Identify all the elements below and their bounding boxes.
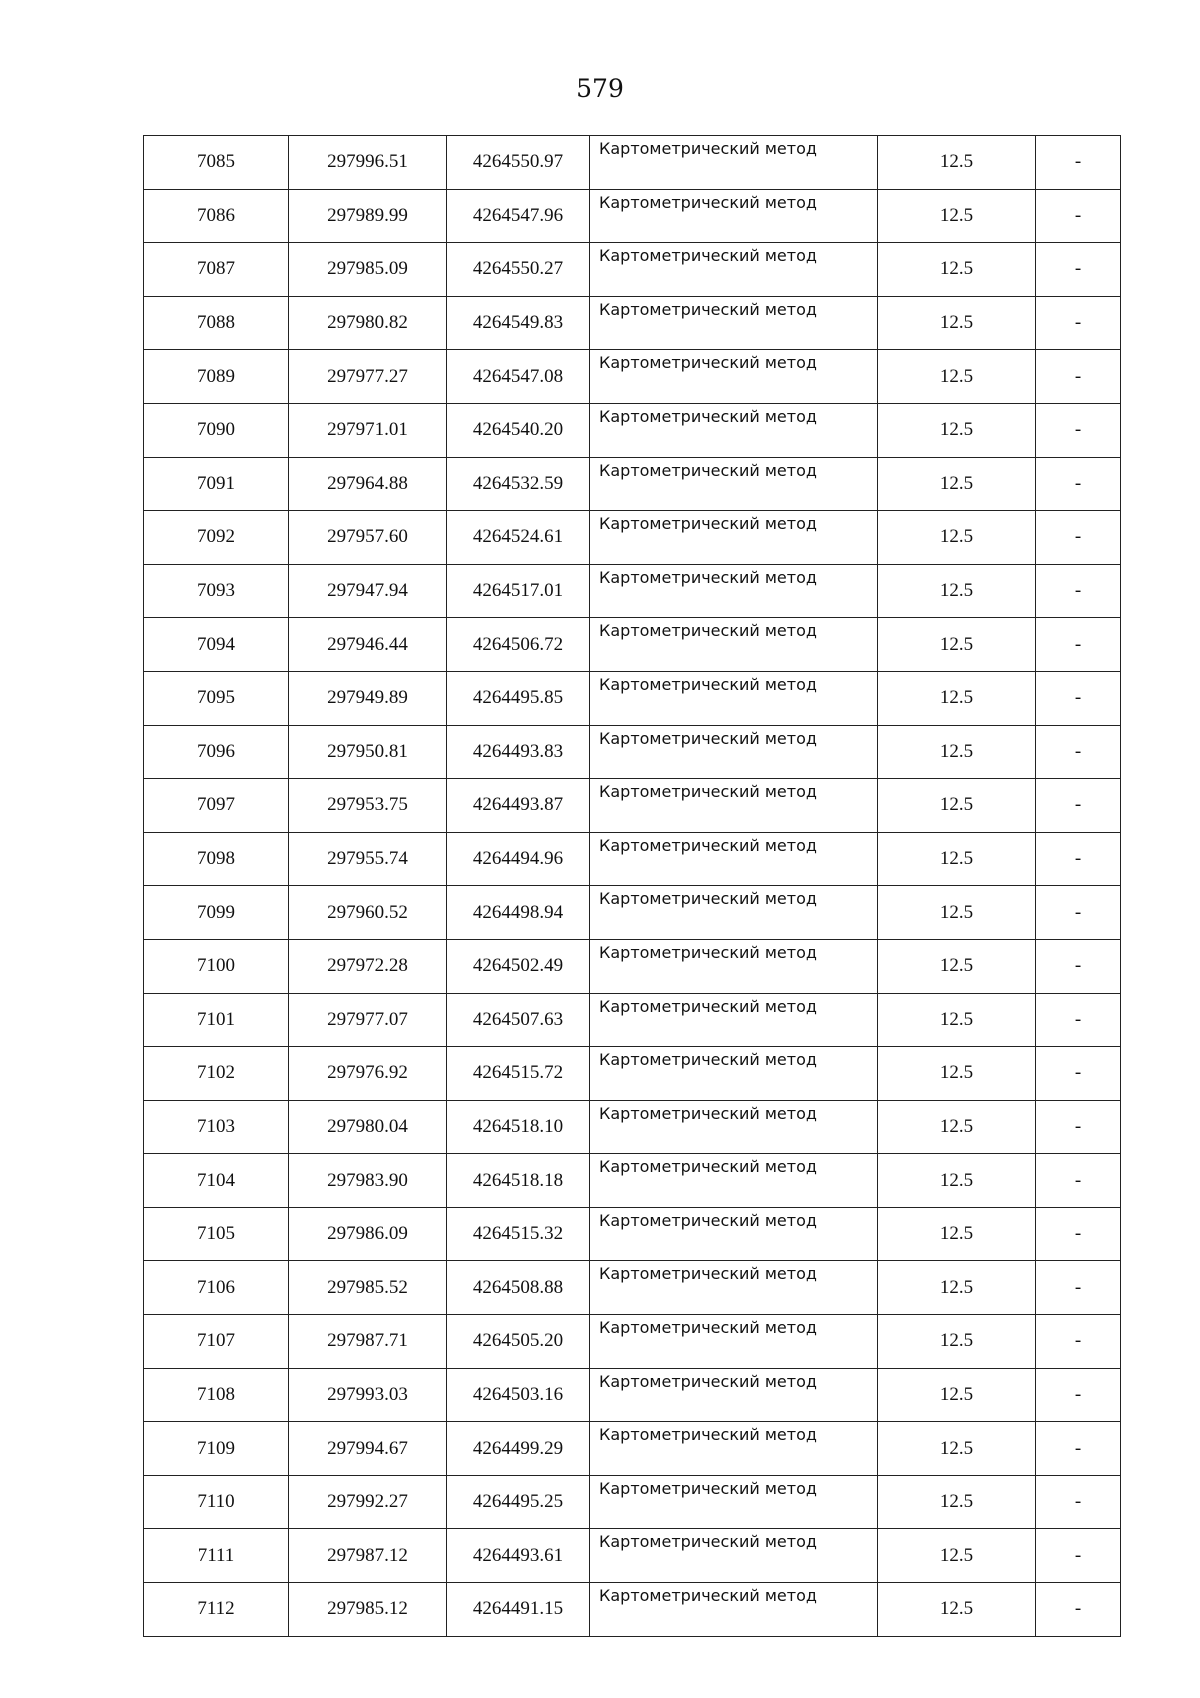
- method-cell: Картометрический метод: [590, 1100, 878, 1154]
- y-coordinate-cell: 4264524.61: [447, 511, 590, 565]
- method-cell: Картометрический метод: [590, 1261, 878, 1315]
- accuracy-cell: 12.5: [878, 189, 1036, 243]
- accuracy-cell: 12.5: [878, 1047, 1036, 1101]
- point-number-cell: 7105: [144, 1207, 289, 1261]
- accuracy-cell: 12.5: [878, 939, 1036, 993]
- point-number-cell: 7103: [144, 1100, 289, 1154]
- note-cell: -: [1036, 511, 1121, 565]
- y-coordinate-cell: 4264493.87: [447, 779, 590, 833]
- note-cell: -: [1036, 1583, 1121, 1637]
- note-cell: -: [1036, 1261, 1121, 1315]
- x-coordinate-cell: 297947.94: [289, 564, 447, 618]
- y-coordinate-cell: 4264518.18: [447, 1154, 590, 1208]
- note-cell: -: [1036, 136, 1121, 190]
- table-row: [144, 1529, 1121, 1583]
- point-number-cell: 7096: [144, 725, 289, 779]
- y-coordinate-cell: 4264494.96: [447, 832, 590, 886]
- table-row: [144, 1315, 1121, 1369]
- method-cell: Картометрический метод: [590, 1422, 878, 1476]
- accuracy-cell: 12.5: [878, 296, 1036, 350]
- x-coordinate-cell: 297994.67: [289, 1422, 447, 1476]
- x-coordinate-cell: 297985.09: [289, 243, 447, 297]
- y-coordinate-cell: 4264505.20: [447, 1315, 590, 1369]
- accuracy-cell: 12.5: [878, 832, 1036, 886]
- method-cell: Картометрический метод: [590, 1315, 878, 1369]
- accuracy-cell: 12.5: [878, 1583, 1036, 1637]
- point-number-cell: 7086: [144, 189, 289, 243]
- table-row: [144, 725, 1121, 779]
- method-cell: Картометрический метод: [590, 725, 878, 779]
- y-coordinate-cell: 4264508.88: [447, 1261, 590, 1315]
- x-coordinate-cell: 297985.12: [289, 1583, 447, 1637]
- method-cell: Картометрический метод: [590, 403, 878, 457]
- point-number-cell: 7093: [144, 564, 289, 618]
- method-cell: Картометрический метод: [590, 671, 878, 725]
- table-row: [144, 1368, 1121, 1422]
- method-cell: Картометрический метод: [590, 779, 878, 833]
- note-cell: -: [1036, 1368, 1121, 1422]
- accuracy-cell: 12.5: [878, 1529, 1036, 1583]
- table-row: [144, 1422, 1121, 1476]
- method-cell: Картометрический метод: [590, 1047, 878, 1101]
- point-number-cell: 7107: [144, 1315, 289, 1369]
- accuracy-cell: 12.5: [878, 243, 1036, 297]
- table-row: [144, 1261, 1121, 1315]
- x-coordinate-cell: 297983.90: [289, 1154, 447, 1208]
- point-number-cell: 7095: [144, 671, 289, 725]
- y-coordinate-cell: 4264498.94: [447, 886, 590, 940]
- table-row: [144, 779, 1121, 833]
- note-cell: -: [1036, 350, 1121, 404]
- y-coordinate-cell: 4264503.16: [447, 1368, 590, 1422]
- table-row: [144, 886, 1121, 940]
- point-number-cell: 7099: [144, 886, 289, 940]
- y-coordinate-cell: 4264517.01: [447, 564, 590, 618]
- x-coordinate-cell: 297977.27: [289, 350, 447, 404]
- y-coordinate-cell: 4264540.20: [447, 403, 590, 457]
- point-number-cell: 7104: [144, 1154, 289, 1208]
- note-cell: -: [1036, 1529, 1121, 1583]
- y-coordinate-cell: 4264499.29: [447, 1422, 590, 1476]
- x-coordinate-cell: 297972.28: [289, 939, 447, 993]
- table-row: [144, 243, 1121, 297]
- accuracy-cell: 12.5: [878, 1100, 1036, 1154]
- point-number-cell: 7108: [144, 1368, 289, 1422]
- method-cell: Картометрический метод: [590, 618, 878, 672]
- table-row: [144, 671, 1121, 725]
- x-coordinate-cell: 297992.27: [289, 1475, 447, 1529]
- method-cell: Картометрический метод: [590, 189, 878, 243]
- note-cell: -: [1036, 1047, 1121, 1101]
- accuracy-cell: 12.5: [878, 403, 1036, 457]
- note-cell: -: [1036, 1100, 1121, 1154]
- note-cell: -: [1036, 886, 1121, 940]
- y-coordinate-cell: 4264493.61: [447, 1529, 590, 1583]
- table-row: [144, 564, 1121, 618]
- table-row: [144, 832, 1121, 886]
- note-cell: -: [1036, 189, 1121, 243]
- note-cell: -: [1036, 296, 1121, 350]
- point-number-cell: 7089: [144, 350, 289, 404]
- x-coordinate-cell: 297971.01: [289, 403, 447, 457]
- method-cell: Картометрический метод: [590, 350, 878, 404]
- note-cell: -: [1036, 457, 1121, 511]
- method-cell: Картометрический метод: [590, 457, 878, 511]
- y-coordinate-cell: 4264495.85: [447, 671, 590, 725]
- table-row: [144, 350, 1121, 404]
- point-number-cell: 7087: [144, 243, 289, 297]
- point-number-cell: 7101: [144, 993, 289, 1047]
- accuracy-cell: 12.5: [878, 725, 1036, 779]
- accuracy-cell: 12.5: [878, 1368, 1036, 1422]
- x-coordinate-cell: 297953.75: [289, 779, 447, 833]
- x-coordinate-cell: 297976.92: [289, 1047, 447, 1101]
- x-coordinate-cell: 297987.71: [289, 1315, 447, 1369]
- method-cell: Картометрический метод: [590, 832, 878, 886]
- point-number-cell: 7085: [144, 136, 289, 190]
- point-number-cell: 7110: [144, 1475, 289, 1529]
- accuracy-cell: 12.5: [878, 511, 1036, 565]
- x-coordinate-cell: 297996.51: [289, 136, 447, 190]
- accuracy-cell: 12.5: [878, 457, 1036, 511]
- y-coordinate-cell: 4264493.83: [447, 725, 590, 779]
- y-coordinate-cell: 4264491.15: [447, 1583, 590, 1637]
- method-cell: Картометрический метод: [590, 296, 878, 350]
- table-row: [144, 939, 1121, 993]
- note-cell: -: [1036, 993, 1121, 1047]
- method-cell: Картометрический метод: [590, 1154, 878, 1208]
- y-coordinate-cell: 4264547.96: [447, 189, 590, 243]
- table-row: [144, 1207, 1121, 1261]
- note-cell: -: [1036, 671, 1121, 725]
- table-row: [144, 618, 1121, 672]
- accuracy-cell: 12.5: [878, 618, 1036, 672]
- point-number-cell: 7100: [144, 939, 289, 993]
- y-coordinate-cell: 4264515.72: [447, 1047, 590, 1101]
- point-number-cell: 7090: [144, 403, 289, 457]
- x-coordinate-cell: 297989.99: [289, 189, 447, 243]
- y-coordinate-cell: 4264518.10: [447, 1100, 590, 1154]
- point-number-cell: 7097: [144, 779, 289, 833]
- x-coordinate-cell: 297993.03: [289, 1368, 447, 1422]
- accuracy-cell: 12.5: [878, 1315, 1036, 1369]
- method-cell: Картометрический метод: [590, 511, 878, 565]
- y-coordinate-cell: 4264547.08: [447, 350, 590, 404]
- table-row: [144, 511, 1121, 565]
- y-coordinate-cell: 4264532.59: [447, 457, 590, 511]
- x-coordinate-cell: 297955.74: [289, 832, 447, 886]
- x-coordinate-cell: 297950.81: [289, 725, 447, 779]
- point-number-cell: 7109: [144, 1422, 289, 1476]
- table-row: [144, 1583, 1121, 1637]
- accuracy-cell: 12.5: [878, 1422, 1036, 1476]
- point-number-cell: 7092: [144, 511, 289, 565]
- table-row: [144, 1047, 1121, 1101]
- y-coordinate-cell: 4264507.63: [447, 993, 590, 1047]
- accuracy-cell: 12.5: [878, 1261, 1036, 1315]
- table-row: [144, 403, 1121, 457]
- note-cell: -: [1036, 1475, 1121, 1529]
- page-number: 579: [576, 74, 624, 103]
- accuracy-cell: 12.5: [878, 564, 1036, 618]
- accuracy-cell: 12.5: [878, 779, 1036, 833]
- table-row: [144, 136, 1121, 190]
- x-coordinate-cell: 297957.60: [289, 511, 447, 565]
- method-cell: Картометрический метод: [590, 564, 878, 618]
- coordinates-table: [143, 135, 1121, 1637]
- accuracy-cell: 12.5: [878, 993, 1036, 1047]
- point-number-cell: 7094: [144, 618, 289, 672]
- note-cell: -: [1036, 1315, 1121, 1369]
- point-number-cell: 7088: [144, 296, 289, 350]
- x-coordinate-cell: 297985.52: [289, 1261, 447, 1315]
- point-number-cell: 7106: [144, 1261, 289, 1315]
- accuracy-cell: 12.5: [878, 1154, 1036, 1208]
- note-cell: -: [1036, 1154, 1121, 1208]
- accuracy-cell: 12.5: [878, 136, 1036, 190]
- method-cell: Картометрический метод: [590, 1368, 878, 1422]
- note-cell: -: [1036, 725, 1121, 779]
- x-coordinate-cell: 297949.89: [289, 671, 447, 725]
- x-coordinate-cell: 297986.09: [289, 1207, 447, 1261]
- table-row: [144, 1475, 1121, 1529]
- x-coordinate-cell: 297977.07: [289, 993, 447, 1047]
- x-coordinate-cell: 297964.88: [289, 457, 447, 511]
- note-cell: -: [1036, 618, 1121, 672]
- method-cell: Картометрический метод: [590, 243, 878, 297]
- accuracy-cell: 12.5: [878, 350, 1036, 404]
- x-coordinate-cell: 297960.52: [289, 886, 447, 940]
- y-coordinate-cell: 4264495.25: [447, 1475, 590, 1529]
- point-number-cell: 7112: [144, 1583, 289, 1637]
- y-coordinate-cell: 4264550.27: [447, 243, 590, 297]
- y-coordinate-cell: 4264506.72: [447, 618, 590, 672]
- method-cell: Картометрический метод: [590, 1529, 878, 1583]
- note-cell: -: [1036, 243, 1121, 297]
- table-row: [144, 189, 1121, 243]
- method-cell: Картометрический метод: [590, 1583, 878, 1637]
- note-cell: -: [1036, 939, 1121, 993]
- table-row: [144, 993, 1121, 1047]
- table-row: [144, 457, 1121, 511]
- method-cell: Картометрический метод: [590, 1475, 878, 1529]
- method-cell: Картометрический метод: [590, 136, 878, 190]
- note-cell: -: [1036, 564, 1121, 618]
- accuracy-cell: 12.5: [878, 671, 1036, 725]
- accuracy-cell: 12.5: [878, 1207, 1036, 1261]
- note-cell: -: [1036, 779, 1121, 833]
- method-cell: Картометрический метод: [590, 939, 878, 993]
- point-number-cell: 7111: [144, 1529, 289, 1583]
- x-coordinate-cell: 297946.44: [289, 618, 447, 672]
- note-cell: -: [1036, 832, 1121, 886]
- note-cell: -: [1036, 403, 1121, 457]
- y-coordinate-cell: 4264515.32: [447, 1207, 590, 1261]
- method-cell: Картометрический метод: [590, 993, 878, 1047]
- coordinates-table-body: [144, 136, 1121, 1637]
- method-cell: Картометрический метод: [590, 886, 878, 940]
- point-number-cell: 7091: [144, 457, 289, 511]
- x-coordinate-cell: 297980.82: [289, 296, 447, 350]
- accuracy-cell: 12.5: [878, 886, 1036, 940]
- note-cell: -: [1036, 1422, 1121, 1476]
- x-coordinate-cell: 297987.12: [289, 1529, 447, 1583]
- point-number-cell: 7102: [144, 1047, 289, 1101]
- y-coordinate-cell: 4264549.83: [447, 296, 590, 350]
- y-coordinate-cell: 4264550.97: [447, 136, 590, 190]
- y-coordinate-cell: 4264502.49: [447, 939, 590, 993]
- accuracy-cell: 12.5: [878, 1475, 1036, 1529]
- x-coordinate-cell: 297980.04: [289, 1100, 447, 1154]
- method-cell: Картометрический метод: [590, 1207, 878, 1261]
- table-row: [144, 1154, 1121, 1208]
- table-row: [144, 1100, 1121, 1154]
- table-row: [144, 296, 1121, 350]
- point-number-cell: 7098: [144, 832, 289, 886]
- note-cell: -: [1036, 1207, 1121, 1261]
